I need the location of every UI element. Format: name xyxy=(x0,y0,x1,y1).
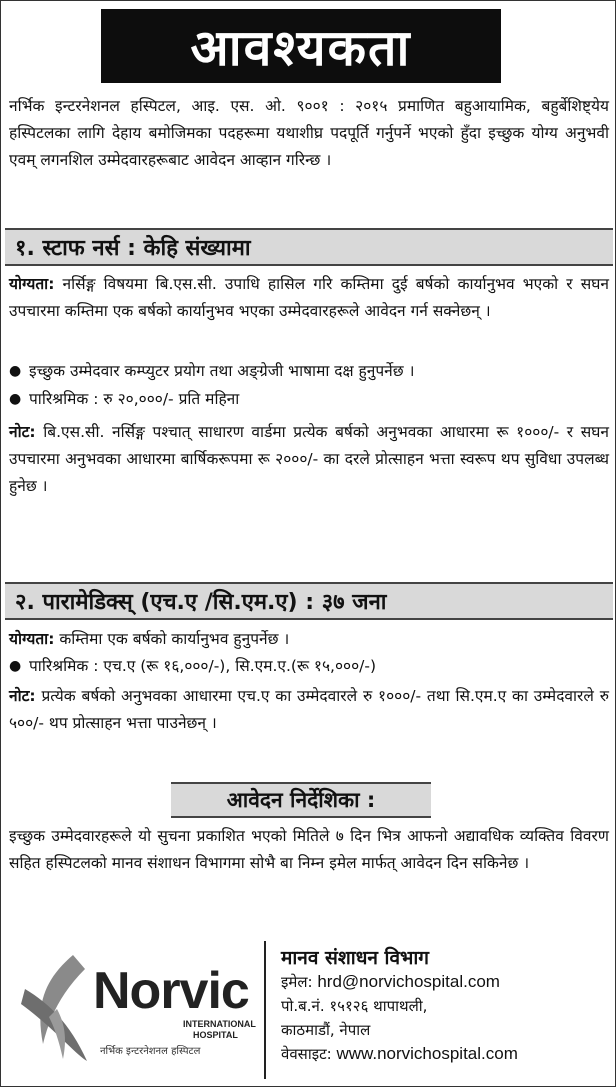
bullet-icon: ● xyxy=(9,391,22,407)
logo-wordmark: Norvic xyxy=(93,962,249,1020)
bullet-icon: ● xyxy=(9,363,22,379)
logo-swoosh-icon xyxy=(15,949,105,1069)
note-label: नोट: xyxy=(9,423,36,441)
list-item xyxy=(9,386,609,413)
hospital-logo xyxy=(15,949,255,1069)
logo-subtitle-international: INTERNATIONAL xyxy=(183,1019,256,1029)
note-label: नोट: xyxy=(9,687,36,705)
email-label: इमेल: xyxy=(281,973,313,991)
note-text: प्रत्येक बर्षको अनुभवका आधारमा एच.ए का उम्मेदवारले रु १०००/- तथा सि.एम.ए का उम्मेदवारले रु ५००/- थप प्रोत्साहन भत्ता पाउनेछन् । xyxy=(9,687,609,732)
contact-website-line xyxy=(281,1042,606,1066)
page-title: आवश्यकता xyxy=(101,9,501,83)
note-text: बि.एस.सी. नर्सिङ्ग पश्चात् साधारण वार्डमा प्रत्येक बर्षको अनुभवका आधारमा रू १०००/- र सघन उपचारमा अनुभवका आधारमा बार्षिकरूपमा रू २०००/- का दरले प्रोत्साहन भत्ता स्वरूप थप सुविधा उपलब्ध हुनेछ । xyxy=(9,423,609,495)
list-item xyxy=(9,653,609,680)
contact-block xyxy=(281,946,606,1066)
bullet-text: इच्छुक उम्मेदवार कम्प्युटर प्रयोग तथा अङ्ग्रेजी भाषामा दक्ष हुनुपर्नेछ । xyxy=(29,362,415,380)
bullet-icon: ● xyxy=(9,658,22,674)
email-link[interactable]: hrd@norvichospital.com xyxy=(317,972,500,991)
contact-city: काठमाडौं, नेपाल xyxy=(281,1021,371,1039)
logo-subtitle-hospital: HOSPITAL xyxy=(193,1030,238,1040)
qualification-label: योग्यता: xyxy=(9,275,55,293)
paramedics-note xyxy=(9,683,609,737)
section-heading-staff-nurse: १. स्टाफ नर्स : केहि संख्यामा xyxy=(5,228,613,266)
website-label: वेवसाइट: xyxy=(281,1045,332,1063)
section-heading-application-instructions: आवेदन निर्देशिका : xyxy=(171,782,431,818)
website-link[interactable]: www.norvichospital.com xyxy=(336,1044,518,1063)
bullet-text: पारिश्रमिक : एच.ए (रू १६,०००/-), सि.एम.ए.(रू १५,०००/-) xyxy=(29,657,377,675)
bullet-text: पारिश्रमिक : रु २०,०००/- प्रति महिना xyxy=(29,390,240,408)
contact-department: मानव संशाधन विभाग xyxy=(281,947,429,969)
paramedics-qualification xyxy=(9,626,609,653)
footer-divider xyxy=(264,941,266,1079)
staff-nurse-note xyxy=(9,419,609,500)
staff-nurse-qualification xyxy=(9,271,609,325)
contact-po-box: पो.ब.नं. १५१२६ थापाथली, xyxy=(281,997,428,1015)
qualification-label: योग्यता: xyxy=(9,630,55,648)
intro-paragraph: नर्भिक इन्टरनेशनल हस्पिटल, आइ. एस. ओ. ९००१ : २०१५ प्रमाणित बहुआयामिक, बहुर्बेशिष्ट्येय हस्पिटलका लागि देहाय बमोजिमका पदहरूमा यथाशीघ्र पदपूर्ति गर्नुपर्ने भएको हुँदा इच्छुक योग्य अनुभवी एवम् लगनशिल उम्मेदवारहरूबाट आवेदन आव्हान गरिन्छ । xyxy=(9,97,609,169)
qualification-text: कम्तिमा एक बर्षको कार्यानुभव हुनुपर्नेछ । xyxy=(54,630,290,648)
section-heading-paramedics: २. पारामेडिक्स् (एच.ए /सि.एम.ए) : ३७ जना xyxy=(5,582,613,620)
logo-subtitle-nepali: नर्भिक इन्टरनेशनल हस्पिटल xyxy=(100,1046,201,1057)
qualification-text: नर्सिङ्ग विषयमा बि.एस.सी. उपाधि हासिल गरि कम्तिमा दुई बर्षको कार्यानुभव भएको र सघन उपचारमा कम्तिमा एक बर्षको कार्यानुभव भएका उम्मेदवारहरूले आवेदन गर्न सक्नेछन् । xyxy=(9,275,609,320)
contact-email-line xyxy=(281,970,606,994)
list-item xyxy=(9,358,609,385)
instructions-paragraph: इच्छुक उम्मेदवारहरूले यो सुचना प्रकाशित भएको मितिले ७ दिन भित्र आफनो अद्यावधिक व्यक्तिव विवरण सहित हस्पिटलको मानव संशाधन विभागमा सोभै बा निम्न इमेल मार्फत् आवेदन दिन सकिनेछ । xyxy=(9,827,609,872)
